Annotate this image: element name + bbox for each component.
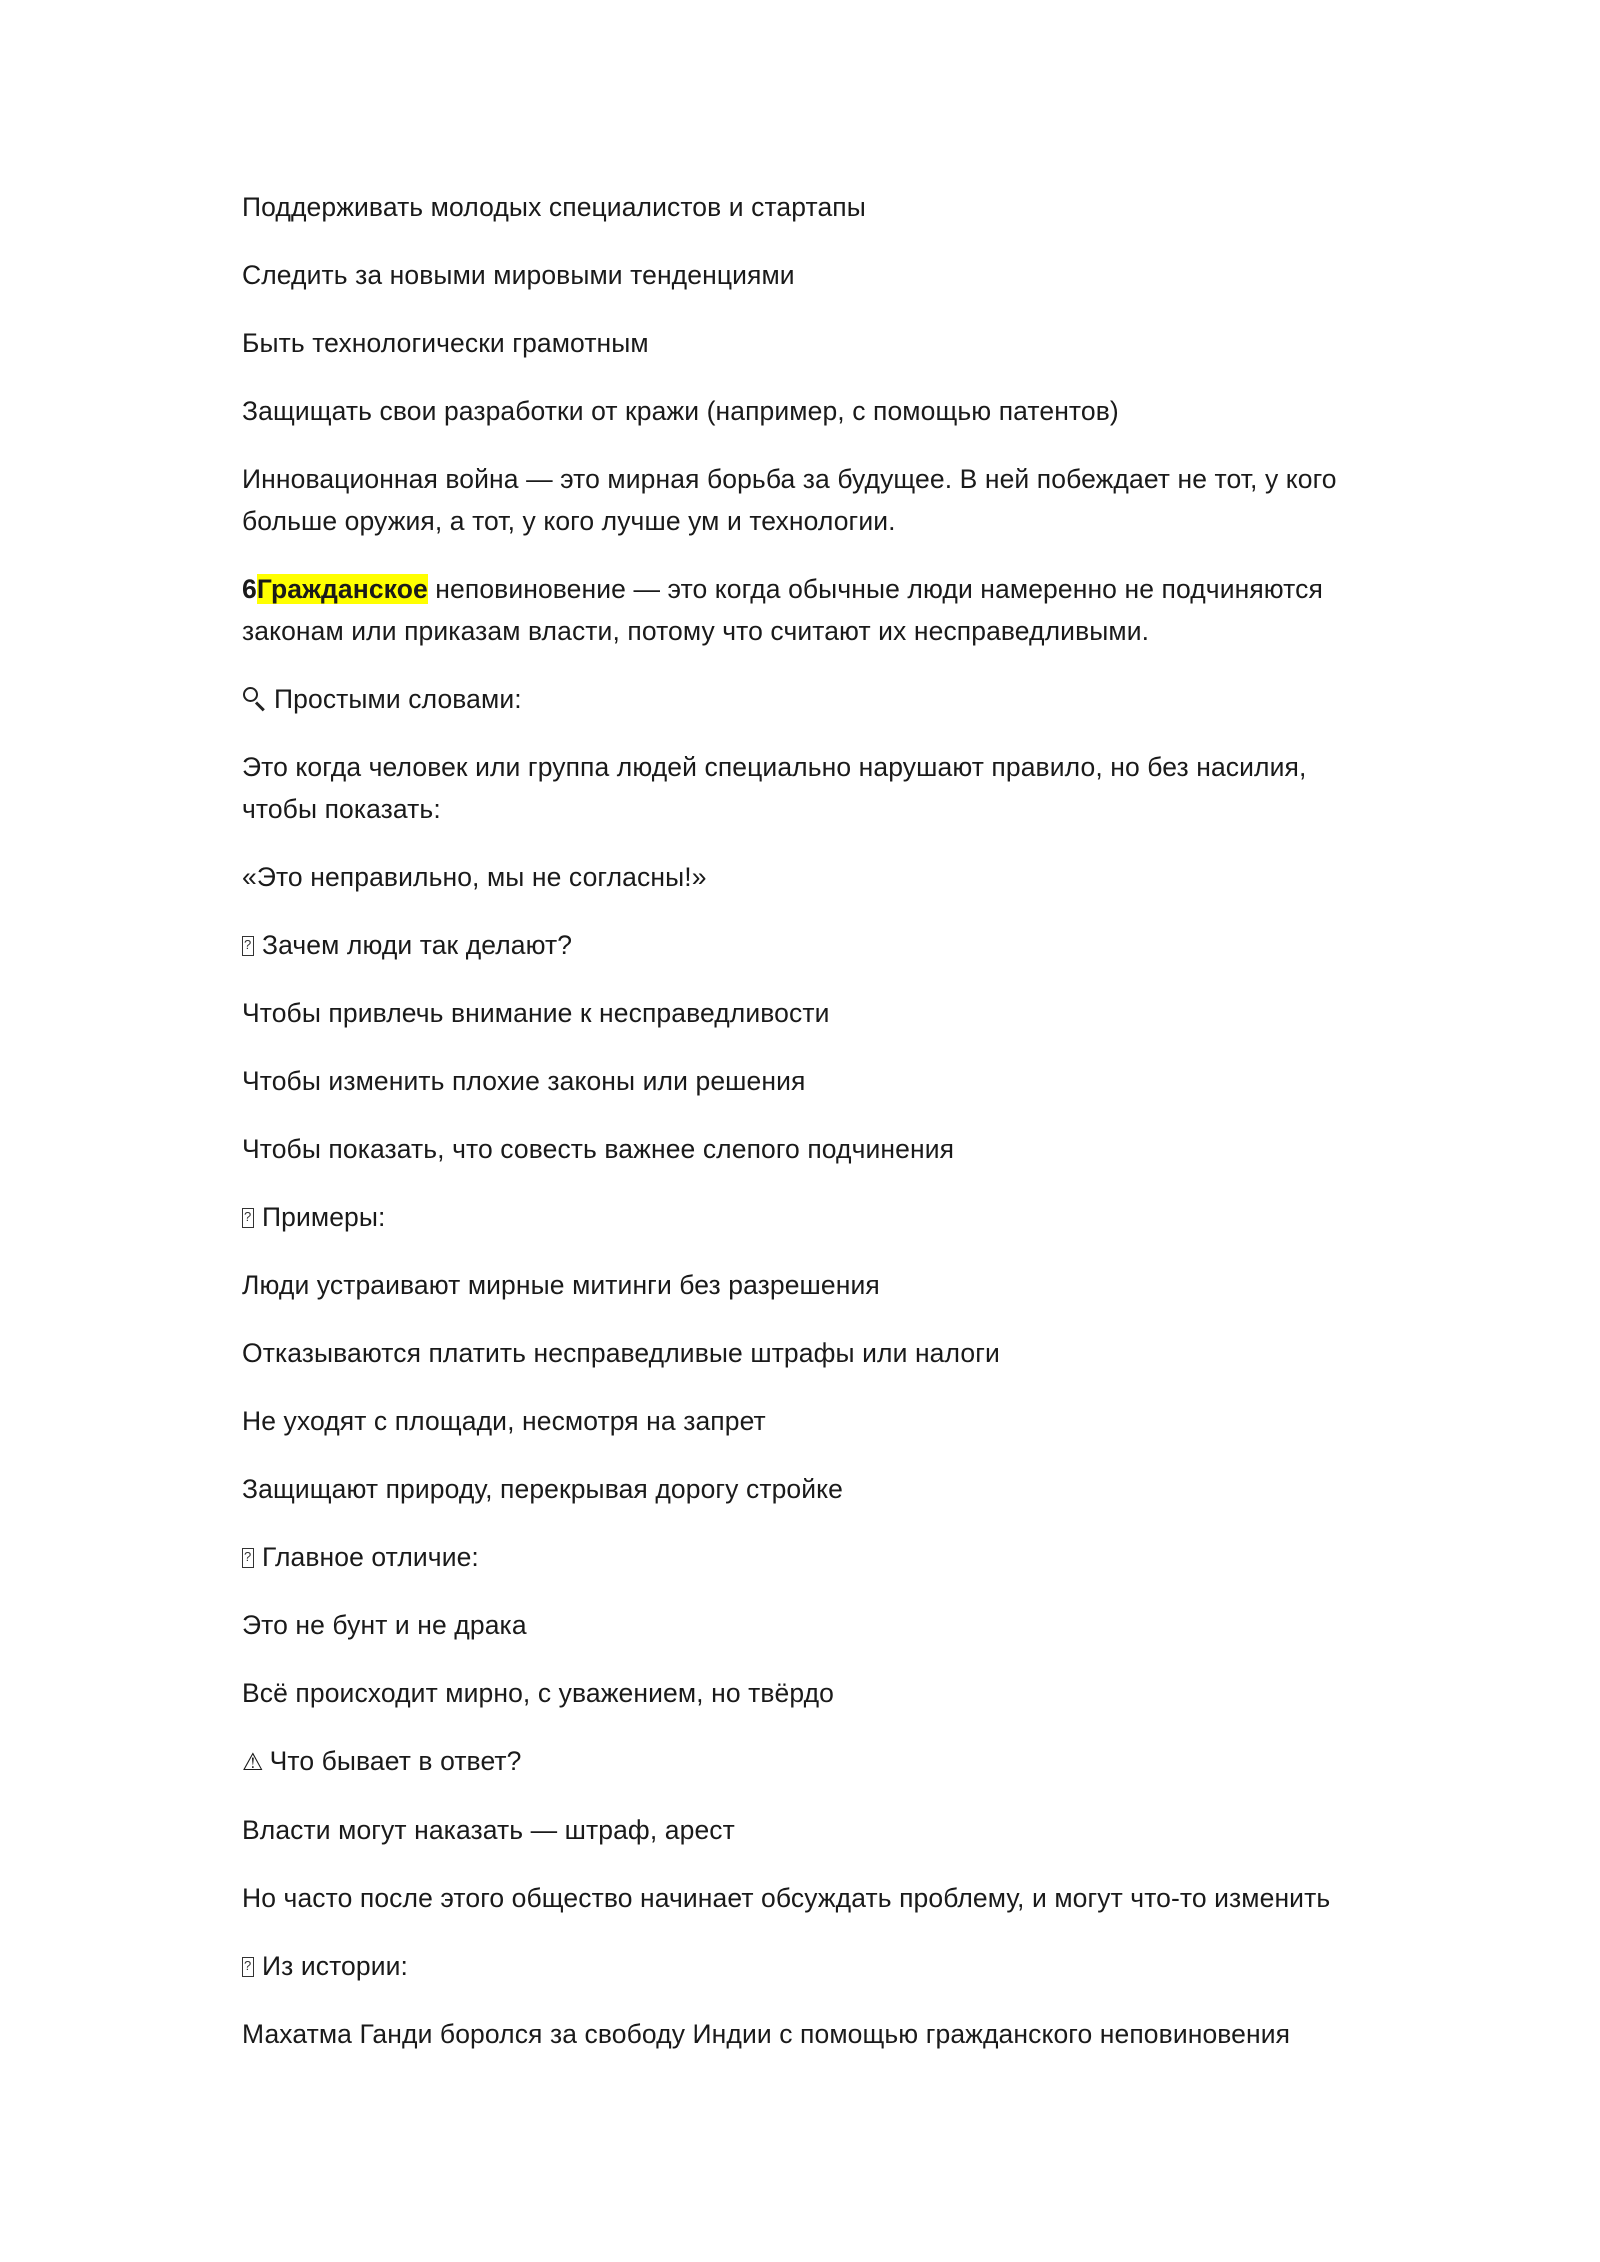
paragraph: Следить за новыми мировыми тенденциями	[242, 260, 795, 290]
magnifier-icon	[242, 686, 268, 712]
list-item: Чтобы показать, что совесть важнее слепого подчинения	[242, 1134, 955, 1164]
list-item: Чтобы привлечь внимание к несправедливости	[242, 998, 830, 1028]
list-item: Но часто после этого общество начинает обсуждать проблему, и могут что-то изменить	[242, 1883, 1331, 1913]
highlighted-term: Гражданское	[256, 574, 428, 604]
subheading	[242, 1740, 1372, 1783]
paragraph: Быть технологически грамотным	[242, 328, 649, 358]
document-page	[242, 186, 1372, 2081]
subheading	[242, 1196, 1372, 1238]
missing-glyph-icon	[242, 936, 254, 956]
missing-glyph-icon	[242, 1548, 254, 1568]
list-item: Всё происходит мирно, с уважением, но твёрдо	[242, 1678, 835, 1708]
subheading	[242, 1945, 1372, 1987]
subheading	[242, 678, 1372, 720]
section-number: 6	[242, 574, 257, 604]
paragraph: Это когда человек или группа людей специально нарушают правило, но без насилия, чтобы показать:	[242, 752, 1307, 824]
paragraph: Поддерживать молодых специалистов и стартапы	[242, 192, 866, 222]
list-item: Люди устраивают мирные митинги без разрешения	[242, 1270, 880, 1300]
missing-glyph-icon	[242, 1957, 254, 1977]
definition-text: неповиновение — это когда обычные люди намеренно не подчиняются законам или приказам власти, потому что считают их несправедливыми.	[242, 574, 1323, 646]
list-item: Отказываются платить несправедливые штрафы или налоги	[242, 1338, 1000, 1368]
paragraph: Инновационная война — это мирная борьба за будущее. В ней побеждает не тот, у кого больше оружия, а тот, у кого лучше ум и технологии.	[242, 464, 1337, 536]
subheading-label: Примеры:	[262, 1202, 386, 1232]
paragraph: Махатма Ганди боролся за свободу Индии с помощью гражданского неповиновения	[242, 2019, 1291, 2049]
subheading-label: Зачем люди так делают?	[262, 930, 573, 960]
subheading-label: Что бывает в ответ?	[269, 1746, 522, 1776]
list-item: Это не бунт и не драка	[242, 1610, 527, 1640]
list-item: Защищают природу, перекрывая дорогу стройке	[242, 1474, 843, 1504]
list-item: Чтобы изменить плохие законы или решения	[242, 1066, 806, 1096]
list-item: Власти могут наказать — штраф, арест	[242, 1815, 735, 1845]
paragraph: Защищать свои разработки от кражи (например, с помощью патентов)	[242, 396, 1119, 426]
subheading-label: Главное отличие:	[262, 1542, 479, 1572]
subheading-label: Из истории:	[262, 1951, 408, 1981]
subheading	[242, 1536, 1372, 1578]
warning-icon: ⚠	[242, 1748, 264, 1776]
missing-glyph-icon	[242, 1208, 254, 1228]
quote: «Это неправильно, мы не согласны!»	[242, 862, 707, 892]
subheading	[242, 924, 1372, 966]
section-heading-paragraph	[242, 568, 1372, 652]
subheading-label: Простыми словами:	[274, 684, 522, 714]
list-item: Не уходят с площади, несмотря на запрет	[242, 1406, 766, 1436]
